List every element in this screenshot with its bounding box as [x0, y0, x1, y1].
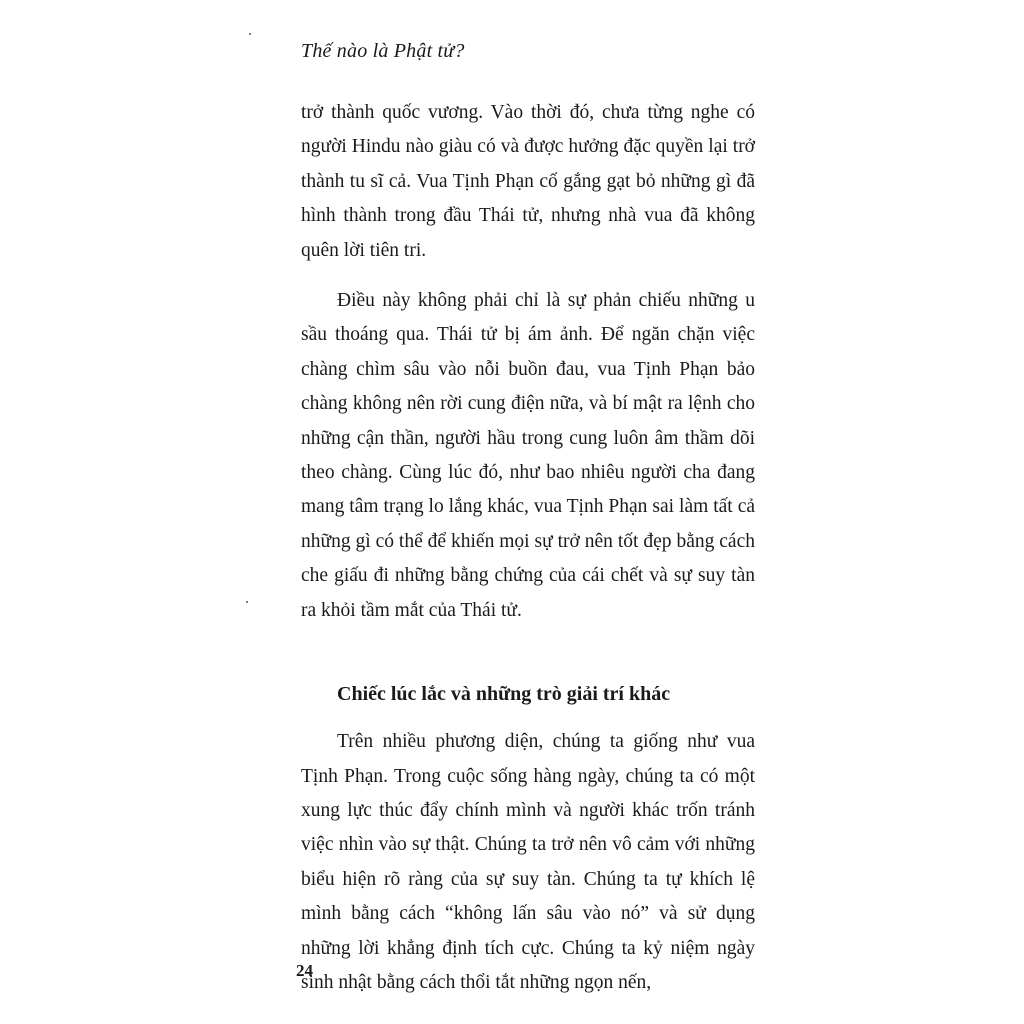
page-number: 24: [296, 961, 313, 980]
section-heading: Chiếc lúc lắc và những trò giải trí khác: [337, 683, 671, 706]
paragraph: Trên nhiều phương diện, chúng ta giống như vua Tịnh Phạn. Trong cuộc sống hàng ngày, chúng ta có một xung lực thúc đẩy chính mình và người khác trốn tránh việc nhìn vào sự thật. Chúng ta trở nên vô cảm với những biểu hiện rõ ràng của sự suy tàn. Chúng ta tự khích lệ mình bằng cách “không lấn sâu vào nó” và sử dụng những lời khẳng định tích cực. Chúng ta kỷ niệm ngày sinh nhật bằng cách thổi tắt những ngọn nến,: [301, 731, 755, 993]
paragraph: Điều này không phải chỉ là sự phản chiếu những u sầu thoáng qua. Thái tử bị ám ảnh. Để ngăn chặn việc chàng chìm sâu vào nỗi buồn đau, vua Tịnh Phạn bảo chàng không nên rời cung điện nữa, và bí mật ra lệnh cho những cận thần, người hầu trong cung luôn âm thầm dõi theo chàng. Cùng lúc đó, như bao nhiêu người cha đang mang tâm trạng lo lắng khác, vua Tịnh Phạn sai làm tất cả những gì có thể để khiến mọi sự trở nên tốt đẹp bằng cách che giấu đi những bằng chứng của cái chết và sự suy tàn ra khỏi tầm mắt của Thái tử.: [301, 290, 755, 621]
body-text: [301, 96, 755, 1000]
paper-speck: [249, 33, 251, 35]
paragraph: trở thành quốc vương. Vào thời đó, chưa từng nghe có người Hindu nào giàu có và được hưởng đặc quyền lại trở thành tu sĩ cả. Vua Tịnh Phạn cố gắng gạt bỏ những gì đã hình thành trong đầu Thái tử, nhưng nhà vua đã không quên lời tiên tri.: [301, 102, 755, 261]
paper-speck: [246, 601, 248, 603]
running-header: Thế nào là Phật tử?: [301, 40, 465, 62]
